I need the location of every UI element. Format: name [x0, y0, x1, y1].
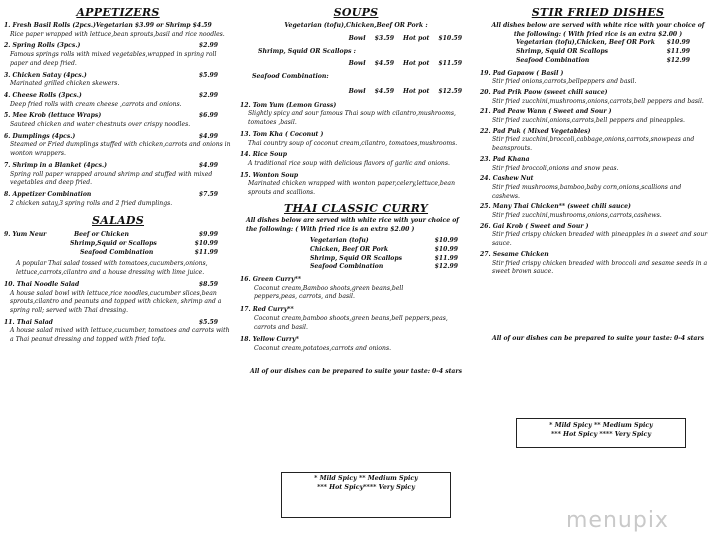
- yum-neur-option-price: $10.99: [194, 240, 218, 248]
- menu-item-name: 7. Shrimp in a Blanket (4pcs.): [4, 161, 108, 169]
- stir-fried-options: [480, 39, 716, 65]
- yum-neur-option-price: $11.99: [194, 248, 218, 256]
- menu-item-name: 1. Fresh Basil Rolls (2pcs.)Vegetarian $3.99 or Shrimp $4.59: [4, 22, 212, 29]
- menu-item-description: Stir fried zucchini,broccoli,cabbage,onions,carrots,snowpeas and beansprouts.: [492, 136, 695, 153]
- menu-item-name: 4. Cheese Rolls (3pcs.): [4, 91, 82, 99]
- curry-intro: All dishes below are served with white rice with your choice of the following: ( With fried rice is an extra $2.00 ): [246, 216, 459, 233]
- yum-neur-description: A popular Thai salad tossed with tomatoes,cucumbers,onions, lettuce,carrots,cilantro and a house dressing with lime juice.: [16, 260, 208, 277]
- menu-item: [480, 175, 716, 201]
- menu-item-header: [4, 72, 232, 81]
- menu-item-header: [4, 92, 232, 101]
- spice-legend-line: *** Hot Spicy **** Very Spicy: [550, 431, 652, 438]
- menu-item: [240, 151, 472, 168]
- menu-item: [240, 102, 472, 128]
- menu-item: [480, 156, 716, 173]
- curry-option: [310, 255, 458, 264]
- stir-fried-option: [516, 48, 690, 57]
- menu-item-description: Stir fried zucchini,mushrooms,onions,carrots,cashews.: [492, 212, 662, 220]
- menu-item: [4, 42, 232, 68]
- menu-item-header: [4, 319, 232, 328]
- soups-list: [240, 102, 472, 198]
- menu-item-header: [4, 22, 232, 31]
- menu-item-name: 14. Rice Soup: [240, 151, 287, 159]
- menu-item-name: 26. Gai Krob ( Sweet and Sour ): [480, 222, 589, 230]
- menu-item-description: A house salad bowl with lettuce,rice noodles,cucumber slices,bean sprouts,cilantro and peanuts and topped with chicken, shrimp and a spring roll; served with Thai dressing.: [10, 289, 222, 314]
- menu-item-name: 25. Many Thai Chicken** (sweet chili sauce): [480, 203, 631, 211]
- menu-item: [4, 319, 232, 345]
- curry-option: [310, 246, 458, 255]
- menu-item: [240, 131, 472, 148]
- menu-item-header: [4, 42, 232, 51]
- menu-item: [480, 89, 716, 106]
- curry-heading: THAI CLASSIC CURRY: [283, 201, 429, 215]
- menu-item-price: $4.99: [198, 132, 218, 140]
- menu-item: [4, 22, 232, 39]
- curry-options: [240, 237, 472, 272]
- menu-item: [480, 223, 716, 249]
- curry-option: [310, 237, 458, 246]
- menu-item-description: Coconut cream,bamboo shoots,green beans,bell peppers,peas, carrots and basil.: [254, 314, 448, 331]
- curry-option-label: Shrimp, Squid OR Scallops: [310, 254, 403, 262]
- menu-item-description: Stir fried broccoli,onions and snow peas.: [492, 164, 619, 172]
- menu-item-description: Marinated grilled chicken skewers.: [10, 80, 120, 88]
- stir-fried-option: [516, 57, 690, 66]
- menu-item: [4, 162, 232, 188]
- menu-item: [480, 251, 716, 277]
- yum-neur-option-label: Beef or Chicken: [74, 231, 129, 239]
- salads-list: [4, 281, 232, 345]
- curry-list: [240, 276, 472, 354]
- menu-item-name: 13. Tom Kha ( Coconut ): [240, 130, 324, 138]
- curry-option-price: $11.99: [434, 254, 458, 262]
- menu-item-price: $8.59: [198, 280, 218, 288]
- menu-item-description: Stir fried zucchini,onions,carrots,bell peppers and pineapples.: [492, 117, 685, 125]
- curry-option-price: $10.99: [434, 245, 458, 253]
- menu-item-name: 21. Pad Peaw Wann ( Sweet and Sour ): [480, 108, 612, 116]
- stir-fried-option-label: Shrimp, Squid OR Scallops: [516, 48, 609, 56]
- menu-item-description: Stir fried crispy chicken breaded with broccoli and sesame seeds in a sweet brown sauce.: [492, 259, 708, 276]
- menu-item-description: Coconut cream,potatoes,carrots and onions.: [254, 344, 392, 352]
- stir-fried-column: [480, 0, 716, 344]
- menu-item: [4, 281, 232, 316]
- menu-item-name: 15. Wonton Soup: [240, 171, 299, 179]
- menu-item-header: [4, 281, 232, 290]
- menu-item-name: 2. Spring Rolls (3pcs.): [4, 42, 81, 50]
- stir-fried-option-price: $10.99: [666, 39, 690, 47]
- soup-bowl-label: Bowl: [348, 34, 366, 42]
- salads-heading: SALADS: [91, 214, 145, 228]
- menu-item-description: Famous springs rolls with mixed vegetables,wrapped in spring roll paper and deep fried.: [10, 51, 217, 67]
- menu-item-name: 12. Tom Yum (Lemon Grass): [240, 101, 337, 109]
- menu-item-description: 2 chicken satay,3 spring rolls and 2 fried dumplings.: [10, 199, 173, 207]
- menu-item: [240, 306, 472, 332]
- stir-fried-spice-note: All of our dishes can be prepared to suite your taste: 0-4 stars: [491, 334, 705, 342]
- menu-item-name: 20. Pad Prik Paow (sweet chili sauce): [480, 88, 608, 96]
- yum-neur-name: 9. Yum Neur: [4, 231, 47, 239]
- appetizers-list: [4, 22, 232, 208]
- menu-item-description: A house salad mixed with lettuce,cucumber, tomatoes and carrots with a Thai peanut dressing and topped with fried tofu.: [10, 327, 230, 344]
- menu-item-name: 22. Pad Puk ( Mixed Vegetables): [480, 127, 591, 135]
- stir-fried-option-label: Vegetarian (tofu),Chicken, Beef OR Pork: [516, 39, 655, 47]
- stir-fried-intro: All dishes below are served with white rice with your choice of the following: ( With fried rice is an extra $2.00 ): [491, 22, 705, 38]
- curry-spice-note: All of our dishes can be prepared to suite your taste: 0-4 stars: [249, 367, 463, 375]
- spice-legend-line: * Mild Spicy ** Medium Spicy: [549, 422, 653, 429]
- menu-item: [4, 133, 232, 159]
- soup-hotpot-price: $11.59: [438, 60, 462, 68]
- soup-hotpot-price: $10.59: [438, 34, 462, 42]
- soup-bowl-price: $3.59: [374, 34, 395, 42]
- spice-legend-line: * Mild Spicy ** Medium Spicy: [314, 475, 418, 482]
- menu-item-description: Stir fried mushrooms,bamboo,baby corn,onions,scallions and cashews.: [492, 183, 682, 200]
- stir-fried-option-label: Seafood Combination: [516, 56, 590, 64]
- soup-price-table: [240, 22, 472, 97]
- menu-item-name: 6. Dumplings (4pcs.): [4, 132, 76, 140]
- menu-item-price: $2.99: [198, 91, 218, 99]
- yum-neur-option-label: Shrimp,Squid or Scallops: [70, 240, 157, 248]
- yum-neur-item: [4, 231, 232, 278]
- menu-item-price: $6.99: [198, 112, 218, 120]
- soup-bowl-price: $4.59: [374, 87, 395, 95]
- menu-item-description: Stir fried onions,carrots,bellpeppers and basil.: [492, 78, 637, 86]
- menu-item-description: Deep fried rolls with cream cheese ,carrots and onions.: [10, 100, 182, 108]
- menu-item-name: 11. Thai Salad: [4, 318, 53, 326]
- menu-item-name: 23. Pad Khana: [480, 155, 530, 163]
- menu-item: [240, 276, 472, 302]
- menu-item: [480, 203, 716, 220]
- soups-heading: SOUPS: [333, 6, 379, 19]
- curry-option-label: Chicken, Beef OR Pork: [310, 245, 389, 253]
- menu-item-description: A traditional rice soup with delicious flavors of garlic and onions.: [248, 160, 450, 167]
- menu-item-name: 3. Chicken Satay (4pcs.): [4, 71, 87, 79]
- menupix-logo: menupix: [566, 508, 669, 533]
- appetizers-heading: APPETIZERS: [76, 6, 160, 19]
- yum-neur-option-label: Seafood Combination: [80, 248, 154, 256]
- soup-bowl-label: Bowl: [348, 60, 366, 68]
- menu-item-description: Stir fried crispy chicken breaded with pineapples in a sweet and sour sauce.: [492, 231, 708, 248]
- menu-item-name: 17. Red Curry**: [240, 306, 294, 314]
- menu-item-price: $7.59: [198, 190, 218, 198]
- menu-item-description: Marinated chicken wrapped with wonton paper,celery,lettuce,bean sprouts and scallions.: [248, 180, 455, 197]
- menu-item-description: Sauteed chicken and water chestnuts over crispy noodles.: [10, 121, 191, 129]
- menu-item-price: $5.99: [198, 71, 218, 79]
- menu-item-description: Steamed or Fried dumplings stuffed with chicken,carrots and onions in wonton wrappers.: [10, 141, 231, 158]
- menu-item: [240, 336, 472, 353]
- menu-item-description: Thai country soup of coconut cream,cilantro, tomatoes,mushrooms.: [248, 139, 458, 147]
- curry-option-price: $12.99: [434, 263, 458, 271]
- menu-item-description: Spring roll paper wrapped around shrimp and stuffed with mixed vegetables and deep fried.: [10, 170, 213, 187]
- curry-option-label: Seafood Combination: [310, 263, 384, 271]
- menu-item-name: 16. Green Curry**: [240, 276, 302, 284]
- menu-item-price: $2.99: [198, 42, 218, 50]
- soup-hotpot-label: Hot pot: [403, 34, 430, 42]
- menu-item-description: Coconut cream,Bamboo shoots,green beans,bell peppers,peas, carrots, and basil.: [254, 284, 404, 301]
- soup-bowl-price: $4.59: [374, 60, 395, 68]
- stir-fried-heading: STIR FRIED DISHES: [531, 6, 665, 19]
- menu-item-description: Stir fried zucchini,mushrooms,onions,carrots,bell peppers and basil.: [492, 97, 704, 105]
- stir-fried-option: [516, 39, 690, 48]
- menu-item: [480, 108, 716, 125]
- menu-item-name: 8. Appetizer Combination: [4, 190, 92, 198]
- stir-fried-spice-legend-box: [516, 418, 686, 448]
- soup-hotpot-label: Hot pot: [403, 87, 430, 95]
- soup-hotpot-label: Hot pot: [403, 60, 430, 68]
- menu-item-header: [4, 112, 232, 121]
- menu-item-header: [4, 162, 232, 171]
- curry-option: [310, 263, 458, 272]
- menu-item: [4, 92, 232, 109]
- stir-fried-list: [480, 70, 716, 277]
- menu-item-description: Rice paper wrapped with lettuce,bean sprouts,basil and rice noodles.: [10, 30, 225, 38]
- menu-item-name: 18. Yellow Curry*: [240, 336, 299, 344]
- menu-item-header: [4, 191, 232, 200]
- menu-item: [240, 172, 472, 198]
- curry-spice-legend-box: [281, 472, 451, 518]
- menu-item-description: Slightly spicy and sour famous Thai soup with cilantro,mushrooms, tomatoes ,basil.: [248, 110, 456, 127]
- curry-option-label: Vegetarian (tofu): [310, 237, 369, 245]
- menu-item-name: 5. Mee Krob (lettuce Wraps): [4, 112, 102, 120]
- soup-bowl-label: Bowl: [348, 87, 366, 95]
- menu-item: [480, 70, 716, 87]
- stir-fried-option-price: $11.99: [666, 48, 690, 56]
- menu-item: [4, 112, 232, 129]
- menu-item: [4, 191, 232, 208]
- menu-item-price: $5.59: [198, 318, 218, 326]
- menu-item-name: 19. Pad Gapaow ( Basil ): [480, 69, 564, 77]
- menu-item-price: $4.99: [198, 161, 218, 169]
- menu-item-name: 10. Thai Noodle Salad: [4, 280, 80, 288]
- spice-legend-line: *** Hot Spicy**** Very Spicy: [317, 484, 415, 491]
- curry-option-price: $10.99: [434, 237, 458, 245]
- menu-item: [480, 128, 716, 154]
- soup-option-label: Shrimp, Squid OR Scallops :: [258, 47, 356, 55]
- menu-item-name: 24. Cashew Nut: [480, 175, 534, 183]
- menu-item-header: [4, 133, 232, 142]
- yum-neur-option-price: $9.99: [198, 231, 218, 239]
- stir-fried-option-price: $12.99: [666, 56, 690, 64]
- appetizers-column: [4, 0, 232, 345]
- soup-option-label: Vegetarian (tofu),Chicken,Beef OR Pork :: [284, 22, 428, 29]
- menu-item-name: 27. Sesame Chicken: [480, 250, 549, 258]
- menu-item: [4, 72, 232, 89]
- soup-hotpot-price: $12.59: [438, 87, 462, 95]
- soups-column: [240, 0, 472, 376]
- soup-option-label: Seafood Combination:: [252, 73, 329, 81]
